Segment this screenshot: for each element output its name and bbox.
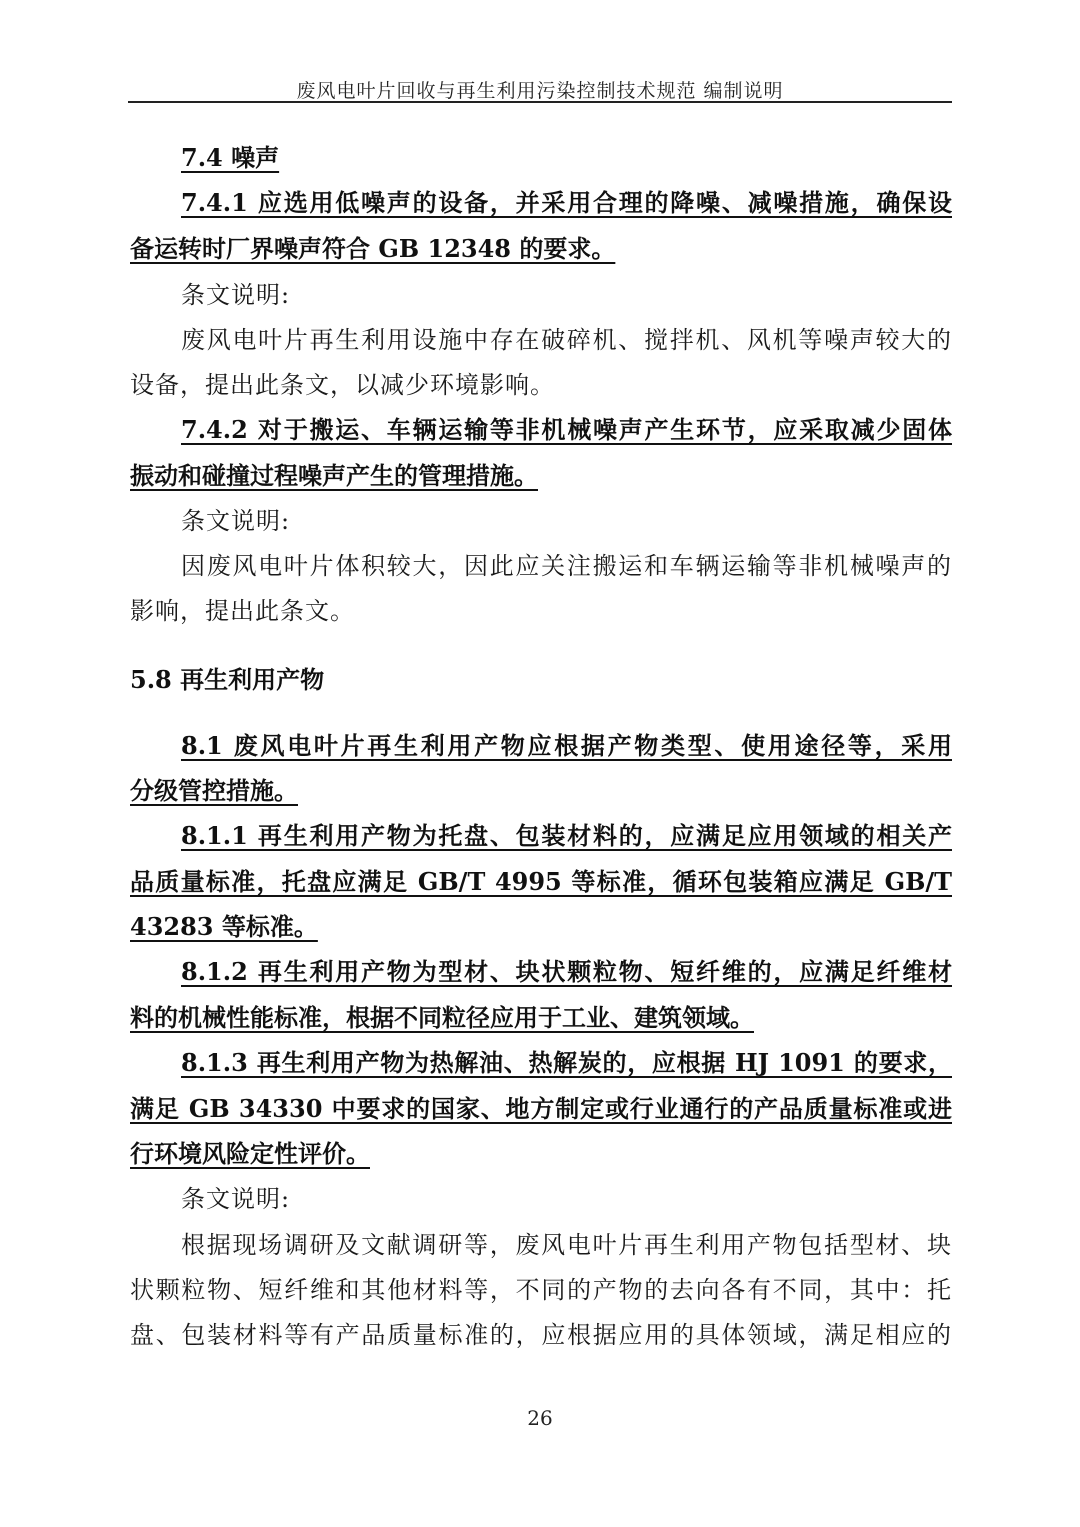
clause-text: 8.1.1 再生利用产物为托盘、包装材料的，应满足应用领域的相关产 — [181, 821, 952, 850]
clause-text: 8.1 废风电叶片再生利用产物应根据产物类型、使用途径等，采用 — [181, 731, 952, 760]
explanation-text: 状颗粒物、短纤维和其他材料等，不同的产物的去向各有不同，其中：托 — [130, 1276, 952, 1304]
explanation-text: 影响，提出此条文。 — [130, 597, 355, 625]
clause-text: 备运转时厂界噪声符合 GB 12348 的要求。 — [130, 234, 616, 263]
explanation-label: 条文说明: — [181, 281, 291, 309]
clause-text: 品质量标准，托盘应满足 GB/T 4995 等标准，循环包装箱应满足 GB/T — [130, 867, 952, 896]
clause-text: 振动和碰撞过程噪声产生的管理措施。 — [130, 461, 538, 490]
explanation-text: 盘、包装材料等有产品质量标准的，应根据应用的具体领域，满足相应的 — [130, 1321, 952, 1349]
clause-text: 料的机械性能标准，根据不同粒径应用于工业、建筑领域。 — [130, 1003, 754, 1032]
header-divider — [128, 101, 952, 103]
page-number: 26 — [527, 1406, 553, 1430]
clause-text: 8.1.2 再生利用产物为型材、块状颗粒物、短纤维的，应满足纤维材 — [181, 957, 952, 986]
clause-text: 7.4.1 应选用低噪声的设备，并采用合理的降噪、减噪措施，确保设 — [181, 188, 952, 217]
explanation-text: 废风电叶片再生利用设施中存在破碎机、搅拌机、风机等噪声较大的 — [181, 326, 952, 354]
page-header-title: 废风电叶片回收与再生利用污染控制技术规范 编制说明 — [296, 80, 784, 102]
clause-text: 分级管控措施。 — [130, 776, 298, 805]
explanation-label: 条文说明: — [181, 507, 291, 535]
explanation-text: 设备，提出此条文，以减少环境影响。 — [130, 371, 555, 399]
explanation-text: 根据现场调研及文献调研等，废风电叶片再生利用产物包括型材、块 — [181, 1231, 952, 1259]
clause-text: 8.1.3 再生利用产物为热解油、热解炭的，应根据 HJ 1091 的要求， — [181, 1048, 952, 1077]
clause-text: 满足 GB 34330 中要求的国家、地方制定或行业通行的产品质量标准或进 — [130, 1094, 952, 1123]
explanation-label: 条文说明: — [181, 1185, 291, 1213]
section-heading: 5.8 再生利用产物 — [130, 665, 325, 694]
clause-text: 行环境风险定性评价。 — [130, 1139, 370, 1168]
explanation-text: 因废风电叶片体积较大，因此应关注搬运和车辆运输等非机械噪声的 — [181, 552, 952, 580]
section-heading: 7.4 噪声 — [181, 143, 280, 172]
clause-text: 43283 等标准。 — [130, 912, 318, 941]
clause-text: 7.4.2 对于搬运、车辆运输等非机械噪声产生环节，应采取减少固体 — [181, 415, 952, 444]
